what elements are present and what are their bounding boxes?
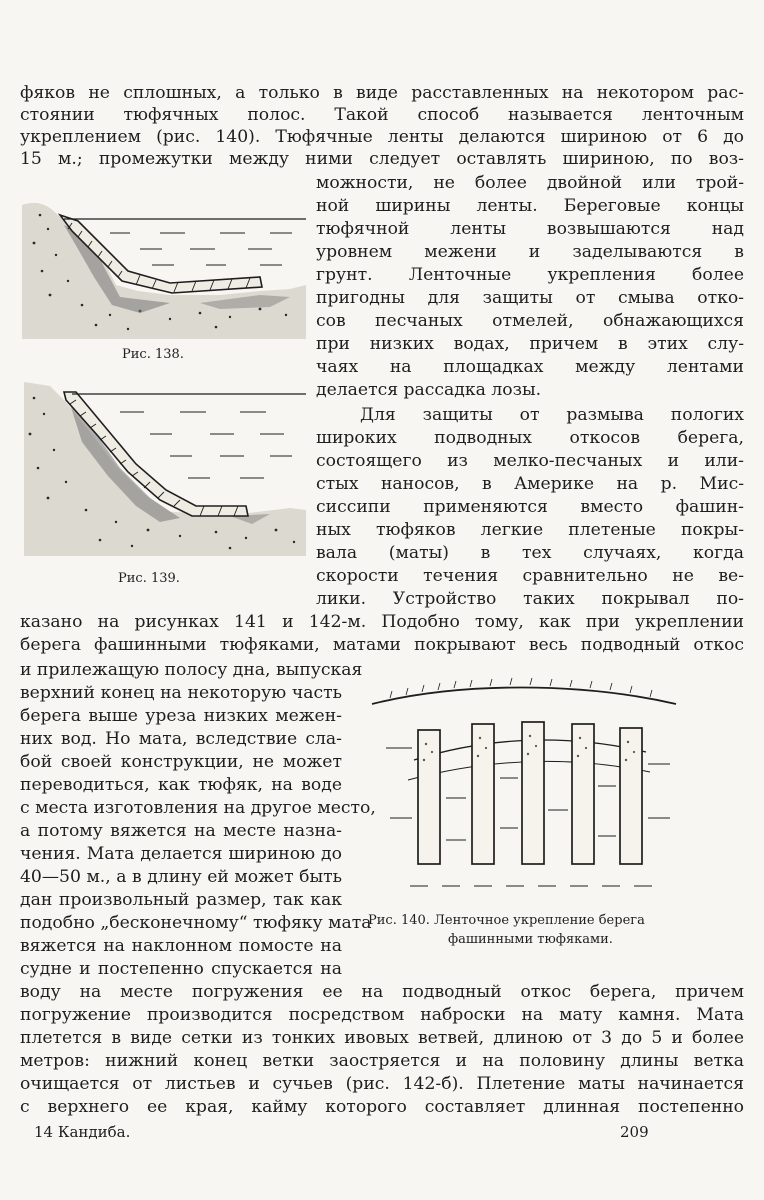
text-line: фяков не сплошных, а только в виде расставленных на некотором рас- <box>20 83 744 103</box>
text-line: верхний конец на некоторую часть <box>20 683 342 703</box>
figure-138-caption: Рис. 138. <box>122 347 184 362</box>
text-line: 15 м.; промежутки между ними следует оставлять шириною, по воз- <box>20 149 744 169</box>
text-line: тюфячной ленты возвышаются над <box>316 219 744 239</box>
text-line: воду на месте погружения ее на подводный откос берега, причем <box>20 982 744 1002</box>
text-line: чаях на площадках между лентами <box>316 357 744 377</box>
figure-138-bank-cross-section <box>20 185 310 345</box>
figure-140-caption-line2: фашинными тюфяками. <box>448 932 613 947</box>
text-line: ных тюфяков легкие плетеные покры- <box>316 520 744 540</box>
text-line: Для защиты от размыва пологих <box>360 405 744 425</box>
figure-139-caption: Рис. 139. <box>118 571 180 586</box>
text-line: при низких водах, причем в этих слу- <box>316 334 744 354</box>
text-line: судне и постепенно спускается на <box>20 959 342 979</box>
text-line: берега фашинными тюфяками, матами покрывают весь подводный откос <box>20 635 744 655</box>
text-line: чения. Мата делается шириною до <box>20 844 342 864</box>
text-line: широких подводных откосов берега, <box>316 428 744 448</box>
text-line: бой своей конструкции, не может <box>20 752 342 772</box>
figure-140-caption: Рис. 140. Ленточное укрепление берега <box>368 913 645 928</box>
text-line: них вод. Но мата, вследствие сла- <box>20 729 342 749</box>
text-line: сиссипи применяются вместо фашин- <box>316 497 744 517</box>
text-line: состоящего из мелко-песчаных и или- <box>316 451 744 471</box>
text-line: дан произвольный размер, так как <box>20 890 342 910</box>
figure-139-bank-cross-section <box>20 372 310 562</box>
text-line: плетется в виде сетки из тонких ивовых ветвей, длиною от 3 до 5 и более <box>20 1028 744 1048</box>
text-line: погружение производится посредством наброски на мату камня. Мата <box>20 1005 744 1025</box>
text-line: делается рассадка лозы. <box>316 380 542 400</box>
text-line: казано на рисунках 141 и 142-м. Подобно тому, как при укреплении <box>20 612 744 632</box>
text-line: с места изготовления на другое место, <box>20 798 376 818</box>
text-line: а потому вяжется на месте назна- <box>20 821 342 841</box>
text-line: вала (маты) в тех случаях, когда <box>316 543 744 563</box>
text-line: уровнем межени и заделываются в <box>316 242 744 262</box>
text-line: стых наносов, в Америке на р. Мис- <box>316 474 744 494</box>
text-line: скорости течения сравнительно не ве- <box>316 566 744 586</box>
text-line: берега выше уреза низких межен- <box>20 706 342 726</box>
text-line: можности, не более двойной или трой- <box>316 173 744 193</box>
text-line: метров: нижний конец ветки заостряется и на половину длины ветка <box>20 1051 744 1071</box>
text-line: стоянии тюфячных полос. Такой способ называется ленточным <box>20 105 744 125</box>
text-line: очищается от листьев и сучьев (рис. 142-б). Плетение маты начинается <box>20 1074 744 1094</box>
text-line: 40—50 м., а в длину ей может быть <box>20 867 342 887</box>
text-line: укреплением (рис. 140). Тюфячные ленты делаются шириною от 6 до <box>20 127 744 147</box>
page-number: 209 <box>620 1123 649 1141</box>
text-line: сов песчаных отмелей, обнажающихся <box>316 311 744 331</box>
text-line: ной ширины ленты. Береговые концы <box>316 196 744 216</box>
text-line: вяжется на наклонном помосте на <box>20 936 342 956</box>
text-line: с верхнего ее края, кайму которого составляет длинная постепенно <box>20 1097 744 1117</box>
text-line: грунт. Ленточные укрепления более <box>316 265 744 285</box>
printer-signature: 14 Кандиба. <box>34 1123 131 1141</box>
text-line: подобно „бесконечному“ тюфяку мата <box>20 913 372 933</box>
text-line: переводиться, как тюфяк, на воде <box>20 775 342 795</box>
text-line: и прилежащую полосу дна, выпуская <box>20 660 363 680</box>
text-line: лики. Устройство таких покрывал по- <box>316 589 744 609</box>
figure-140-strip-revetment-plan <box>350 668 696 904</box>
text-line: пригодны для защиты от смыва отко- <box>316 288 744 308</box>
